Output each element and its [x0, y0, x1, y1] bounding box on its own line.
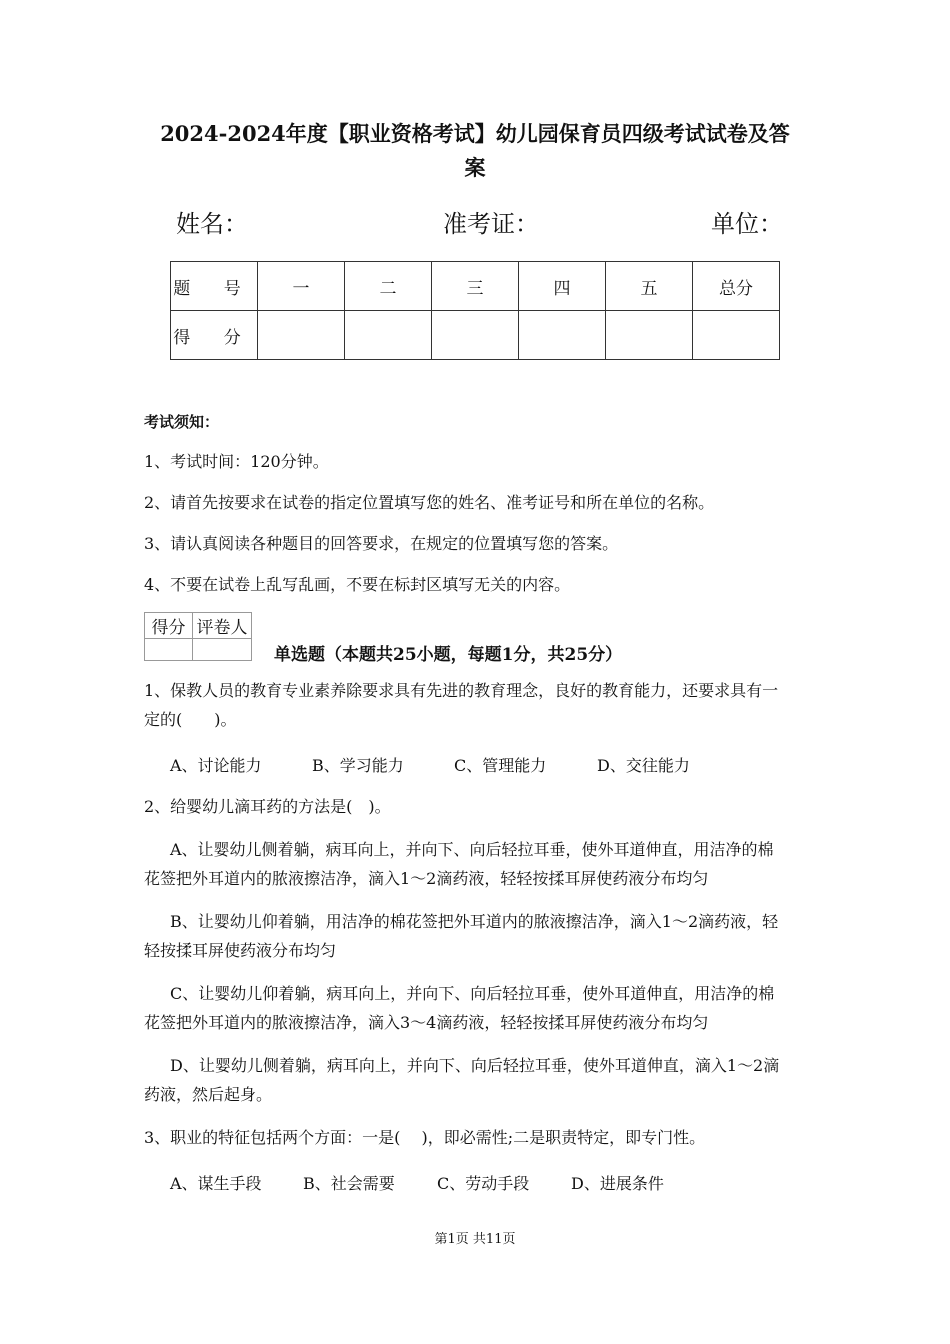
question-option[interactable]: C、劳动手段: [437, 1174, 530, 1193]
notice-heading: 考试须知：: [144, 413, 220, 431]
score-header-cell: 总分: [693, 262, 780, 311]
document-title-line1: 2024-2024年度【职业资格考试】幼儿园保育员四级考试试卷及答: [160, 121, 790, 146]
score-header-cell: 一: [258, 262, 345, 311]
notice-item: 3、请认真阅读各种题目的回答要求，在规定的位置填写您的答案。: [144, 534, 619, 553]
score-row-label: 得 分: [171, 311, 258, 360]
score-table: [170, 261, 780, 360]
question-option-continued: 药液，然后起身。: [144, 1085, 273, 1104]
score-table-score-row: [171, 311, 780, 360]
question-stem: 1、保教人员的教育专业素养除要求具有先进的教育理念，良好的教育能力，还要求具有一: [144, 681, 779, 700]
score-header-cell: 三: [432, 262, 519, 311]
question-option[interactable]: D、让婴幼儿侧着躺，病耳向上，并向下、向后轻拉耳垂，使外耳道伸直，滴入1～2滴: [170, 1056, 780, 1075]
document-title-line2: 案: [464, 155, 486, 180]
score-cell[interactable]: [432, 311, 519, 360]
score-header-cell: 四: [519, 262, 606, 311]
question-option[interactable]: D、交往能力: [597, 756, 690, 775]
question-option-continued: 轻按揉耳屏使药液分布均匀: [144, 941, 337, 960]
question-option[interactable]: B、学习能力: [312, 756, 404, 775]
question-option[interactable]: A、讨论能力: [170, 756, 262, 775]
unit-field-label: 单位：: [711, 210, 783, 238]
notice-item: 2、请首先按要求在试卷的指定位置填写您的姓名、准考证号和所在单位的名称。: [144, 493, 715, 512]
notice-item: 4、不要在试卷上乱写乱画，不要在标封区填写无关的内容。: [144, 575, 571, 594]
question-option-continued: 花签把外耳道内的脓液擦洁净，滴入1～2滴药液，轻轻按揉耳屏使药液分布均匀: [144, 869, 709, 888]
question-option[interactable]: B、让婴幼儿仰着躺，用洁净的棉花签把外耳道内的脓液擦洁净，滴入1～2滴药液，轻: [170, 912, 779, 931]
score-header-cell: 二: [345, 262, 432, 311]
question-option[interactable]: C、管理能力: [454, 756, 547, 775]
question-option[interactable]: C、让婴幼儿仰着躺，病耳向上，并向下、向后轻拉耳垂，使外耳道伸直，用洁净的棉: [170, 984, 775, 1003]
grader-score-cell[interactable]: [145, 639, 193, 661]
grader-score-label: 得分: [145, 613, 193, 639]
score-cell[interactable]: [693, 311, 780, 360]
question-stem: 2、给婴幼儿滴耳药的方法是( )。: [144, 797, 391, 816]
grader-name-cell[interactable]: [193, 639, 252, 661]
score-cell[interactable]: [606, 311, 693, 360]
exam-id-field-label: 准考证：: [443, 210, 539, 238]
score-cell[interactable]: [258, 311, 345, 360]
score-header-cell: 五: [606, 262, 693, 311]
name-field-label: 姓名：: [176, 210, 248, 238]
score-cell[interactable]: [519, 311, 606, 360]
question-option[interactable]: D、进展条件: [571, 1174, 664, 1193]
grader-box: [144, 612, 252, 661]
question-option[interactable]: B、社会需要: [303, 1174, 395, 1193]
score-header-cell: 题 号: [171, 262, 258, 311]
score-table-header-row: [171, 262, 780, 311]
section-title: 单选题（本题共25小题，每题1分，共25分）: [274, 645, 623, 665]
question-option-continued: 花签把外耳道内的脓液擦洁净，滴入3～4滴药液，轻轻按揉耳屏使药液分布均匀: [144, 1013, 709, 1032]
question-stem: 3、职业的特征包括两个方面：一是( )，即必需性;二是职责特定，即专门性。: [144, 1128, 706, 1147]
question-stem: 定的( )。: [144, 710, 237, 729]
score-cell[interactable]: [345, 311, 432, 360]
grader-name-label: 评卷人: [193, 613, 252, 639]
question-option[interactable]: A、让婴幼儿侧着躺，病耳向上，并向下、向后轻拉耳垂，使外耳道伸直，用洁净的棉: [170, 840, 774, 859]
question-option[interactable]: A、谋生手段: [170, 1174, 262, 1193]
page-footer: 第1页 共11页: [434, 1232, 516, 1247]
notice-item: 1、考试时间：120分钟。: [144, 452, 329, 471]
